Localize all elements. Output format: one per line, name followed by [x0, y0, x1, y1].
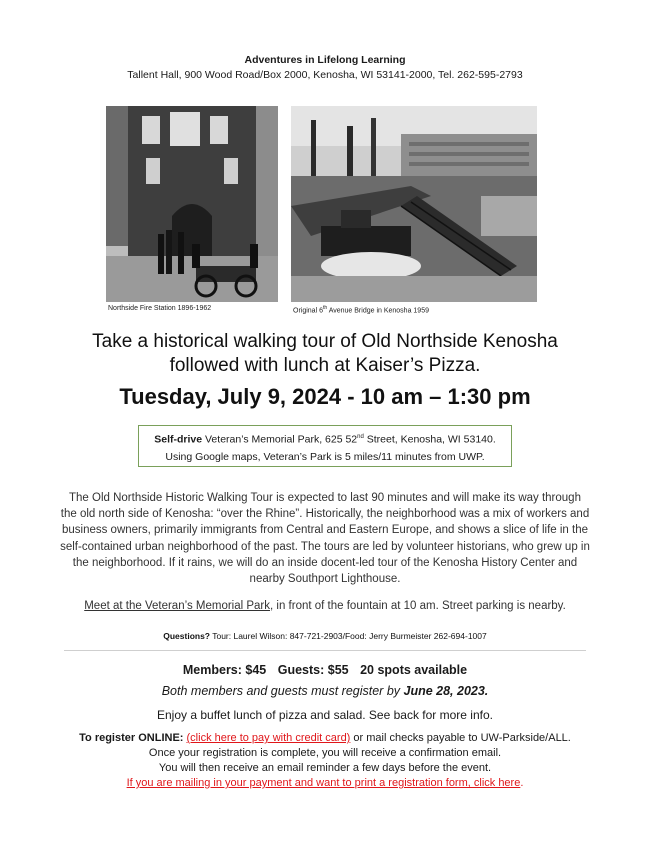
fire-station-photo — [106, 106, 278, 302]
location-box: Self-drive Veteran’s Memorial Park, 625 52nd Street, Kenosha, WI 53140. Using Google maps, Veteran’s Park is 5 miles/11 minutes from UWP. — [138, 425, 512, 467]
event-headline: Take a historical walking tour of Old Northside Kenosha followed with lunch at Kaiser’s Pizza. — [92, 331, 558, 376]
spots-available: 20 spots available — [360, 663, 468, 677]
meeting-place: Meet at the Veteran’s Memorial Park — [84, 600, 271, 612]
guest-price: Guests: $55 — [277, 663, 349, 677]
org-name: Adventures in Lifelong Learning — [244, 54, 406, 66]
member-price: Members: $45 — [182, 663, 267, 677]
directions-text: Using Google maps, Veteran’s Park is 5 miles/11 minutes from UWP. — [165, 450, 485, 463]
tour-description: The Old Northside Historic Walking Tour is expected to last 90 minutes and will make its way through the old north side of Kenosha: “over the Rhine”. Historically, the neighborhood was a mix of workers and business owners, primarily immigrants from Central and Eastern Europe, and shows a slice of life in the self-contained urban neighborhood of the past. The tours are led by volunteer historians, who grew up in the neighborhood. If it rains, we will do an inside docent-led tour of the Kenosha History Center and nearby Southport Lighthouse. — [60, 492, 590, 586]
pay-credit-card-link[interactable]: (click here to pay with credit card) — [186, 732, 351, 744]
fire-station-caption: Northside Fire Station 1896-1962 — [108, 305, 212, 312]
registration-form-link[interactable]: If you are mailing in your payment and want to print a registration form, click here — [126, 777, 521, 789]
bridge-caption: Original 6th Avenue Bridge in Kenosha 1959 — [293, 305, 429, 315]
org-address: Tallent Hall, 900 Wood Road/Box 2000, Kenosha, WI 53141-2000, Tel. 262-595-2793 — [127, 69, 523, 81]
lunch-note: Enjoy a buffet lunch of pizza and salad. See back for more info. — [157, 708, 493, 722]
questions-contact: Questions? Tour: Laurel Wilson: 847-721-2903/Food: Jerry Burmeister 262-694-1007 — [163, 631, 487, 641]
registration-deadline: Both members and guests must register by June 28, 2023. — [161, 684, 489, 698]
self-drive-label: Self-drive — [154, 433, 203, 446]
event-datetime: Tuesday, July 9, 2024 - 10 am – 1:30 pm — [119, 384, 531, 409]
pricing — [0, 663, 650, 677]
bridge-photo — [291, 106, 537, 302]
registration-info: To register ONLINE: (click here to pay with credit card) or mail checks payable to UW-Parkside/ALL. Once your registration is complete, you will receive a confirmation email. You will then receive an email reminder a few days before the event. If you are mailing in your payment and want to print a registration form, click here. — [79, 732, 571, 789]
divider — [64, 650, 586, 651]
meeting-info: Meet at the Veteran’s Memorial Park, in front of the fountain at 10 am. Street parking is nearby. — [84, 600, 566, 612]
